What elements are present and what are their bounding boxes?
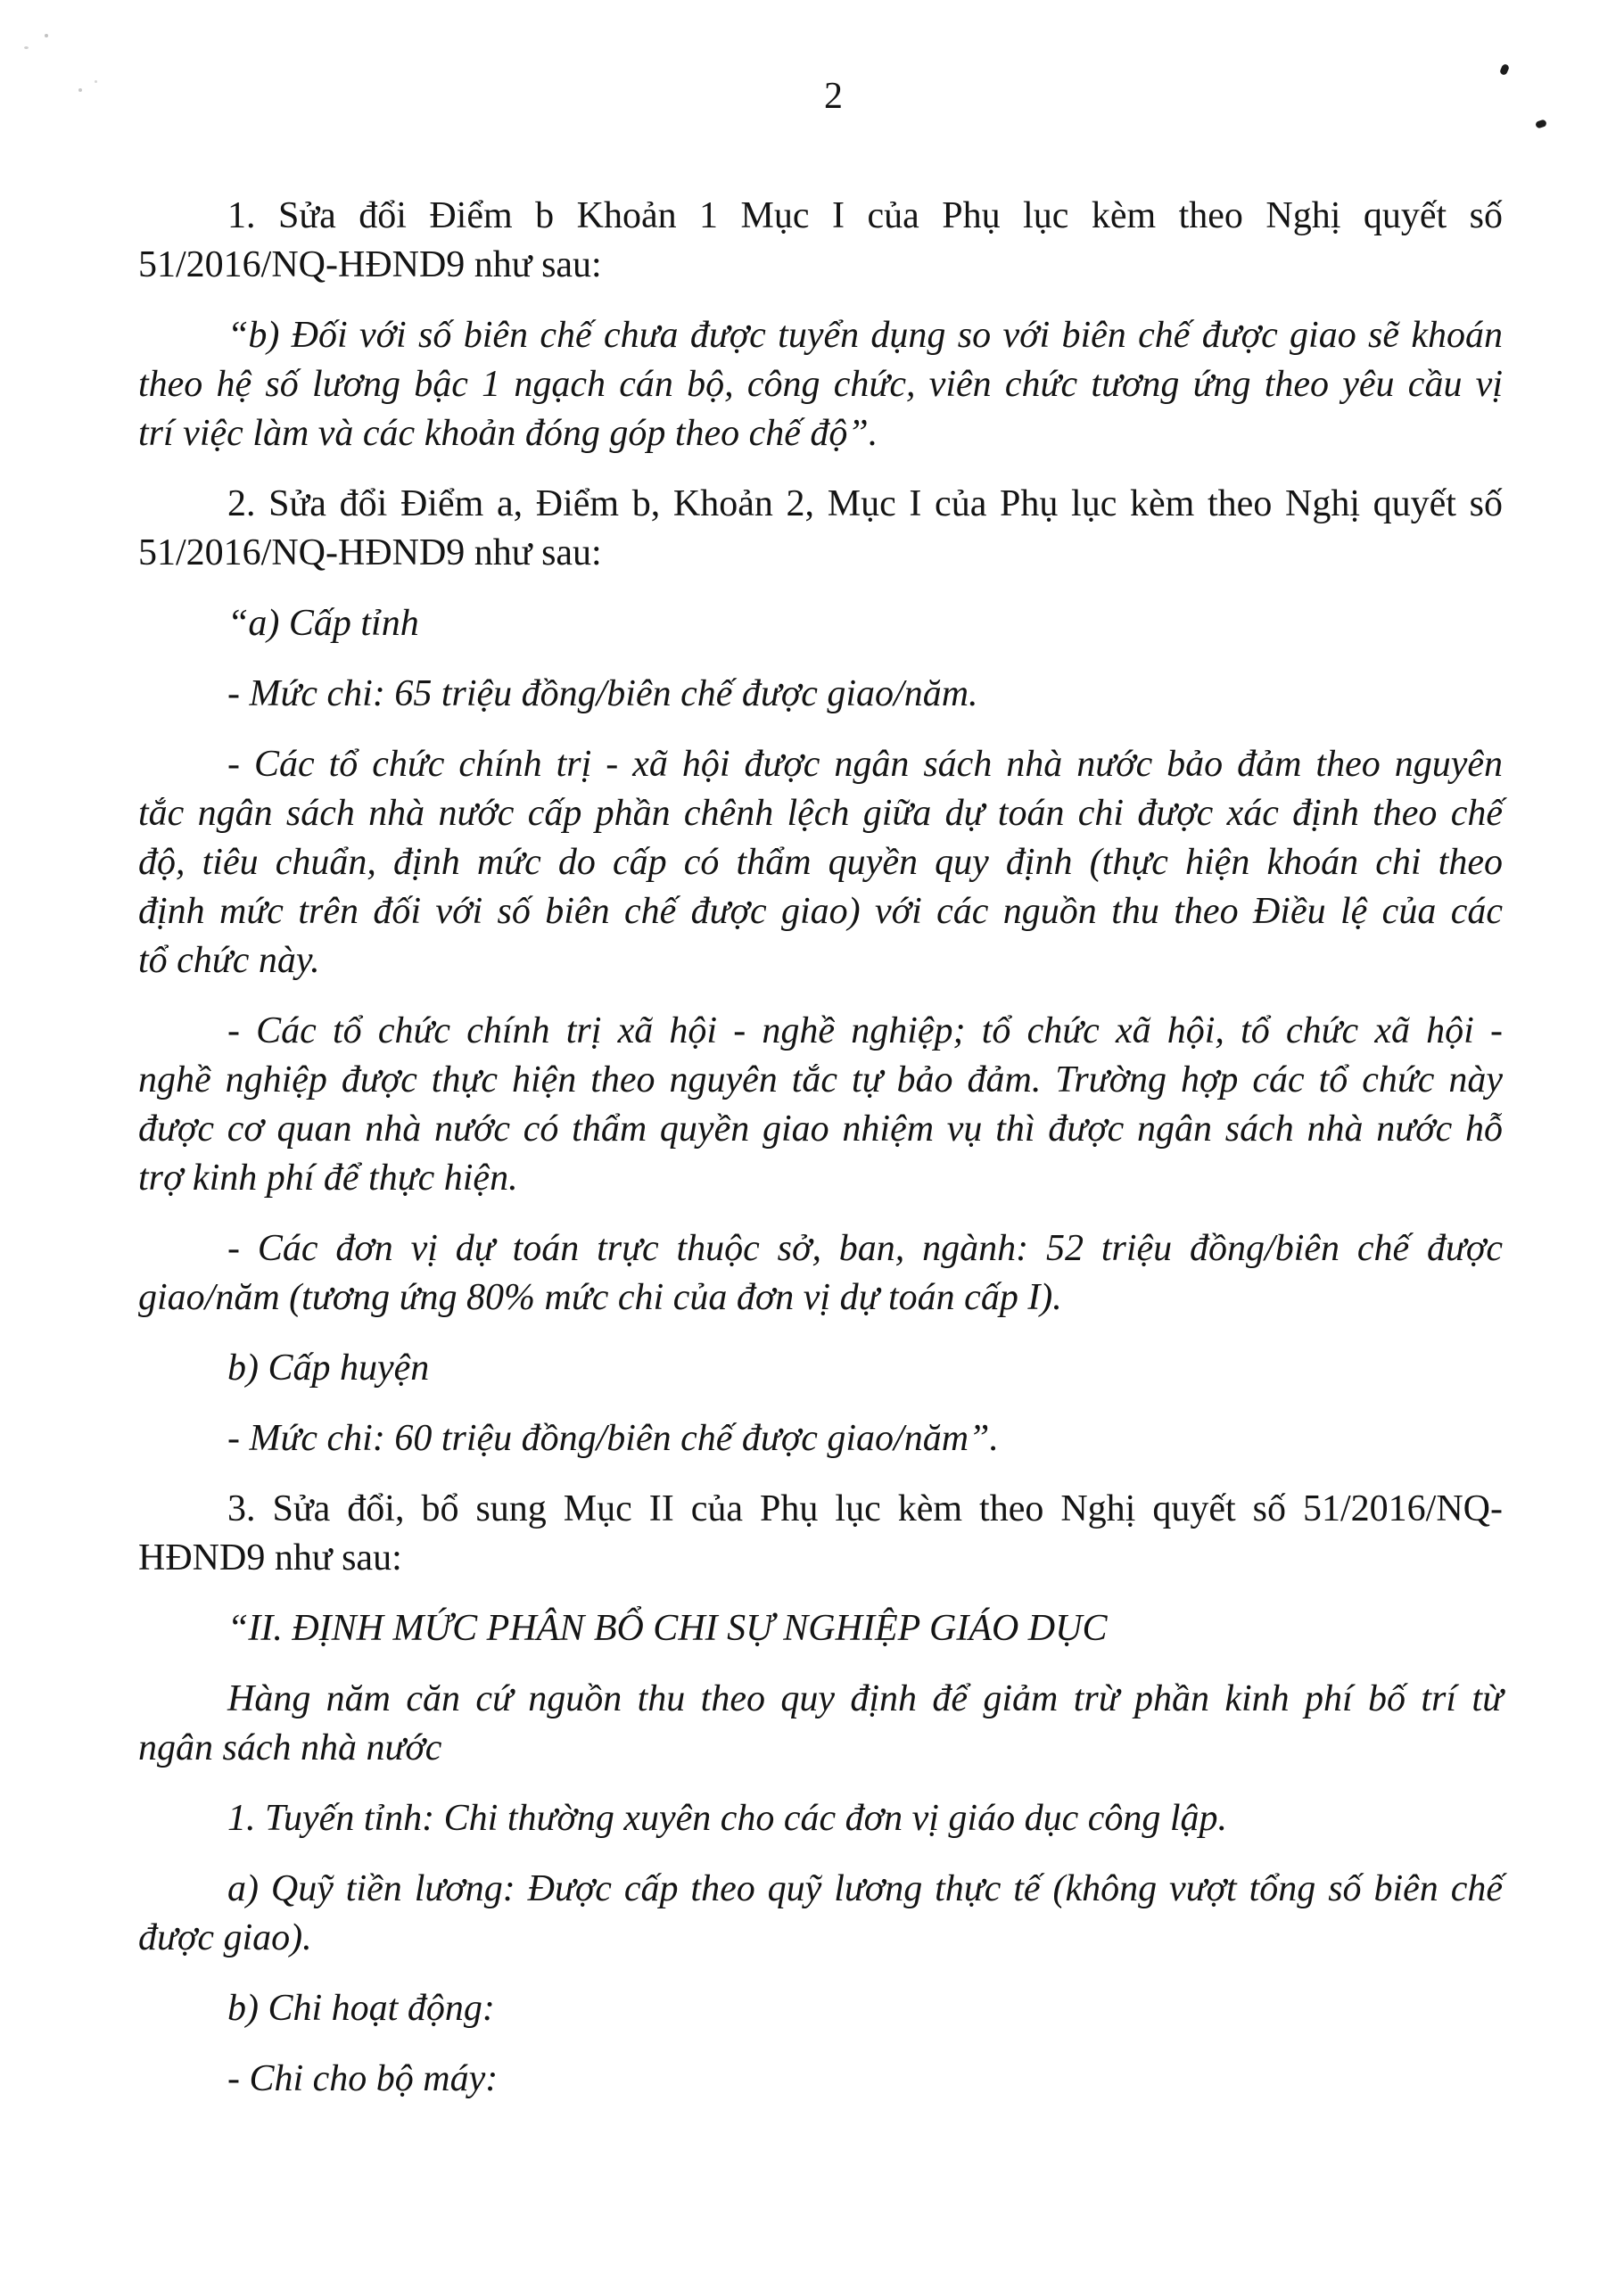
text-line: “II. ĐỊNH MỨC PHÂN BỔ CHI SỰ NGHIỆP GIÁO DỤC xyxy=(227,1608,1108,1649)
paragraph-amend-point-3 xyxy=(138,1485,1503,1583)
text-line: 3. Sửa đổi, bổ sung Mục II của Phụ lục kèm theo Nghị quyết số 51/2016/NQ- xyxy=(227,1488,1503,1529)
text-line: độ, tiêu chuẩn, định mức do cấp có thẩm quyền quy định (thực hiện khoán chi theo xyxy=(138,842,1503,883)
text-line: a) Quỹ tiền lương: Được cấp theo quỹ lương thực tế (không vượt tổng số biên chế xyxy=(227,1868,1503,1909)
text-line: được giao). xyxy=(138,1917,312,1958)
text-line: “a) Cấp tỉnh xyxy=(227,603,419,644)
text-line: theo hệ số lương bậc 1 ngạch cán bộ, công chức, viên chức tương ứng theo yêu cầu vị xyxy=(138,364,1503,405)
scan-speck xyxy=(95,80,97,83)
text-line: 1. Tuyến tỉnh: Chi thường xuyên cho các đơn vị giáo dục công lập. xyxy=(227,1798,1228,1839)
text-line: 2. Sửa đổi Điểm a, Điểm b, Khoản 2, Mục I của Phụ lục kèm theo Nghị quyết số xyxy=(227,483,1503,524)
text-line: nghề nghiệp được thực hiện theo nguyên tắc tự bảo đảm. Trường hợp các tổ chức này xyxy=(138,1059,1503,1100)
text-line: “b) Đối với số biên chế chưa được tuyển dụng so với biên chế được giao sẽ khoán xyxy=(227,315,1503,356)
para-to-chuc-xa-hoi-nghe-nghiep xyxy=(138,1007,1503,1203)
text-line: tổ chức này. xyxy=(138,940,320,981)
text-line: - Các tổ chức chính trị xã hội - nghề nghiệp; tổ chức xã hội, tổ chức xã hội - xyxy=(227,1010,1503,1051)
line-muc-chi-65 xyxy=(138,670,1503,719)
para-hang-nam xyxy=(138,1675,1503,1773)
text-line: trí việc làm và các khoản đóng góp theo chế độ”. xyxy=(138,413,878,454)
text-line: định mức trên đối với số biên chế được giao) với các nguồn thu theo Điều lệ của các xyxy=(138,891,1503,932)
quoted-point-b xyxy=(138,311,1503,458)
scan-speck xyxy=(24,46,29,49)
text-line: trợ kinh phí để thực hiện. xyxy=(138,1158,518,1199)
text-line: - Các đơn vị dự toán trực thuộc sở, ban, ngành: 52 triệu đồng/biên chế được xyxy=(227,1228,1503,1269)
scan-ink-mark xyxy=(1535,119,1547,128)
text-line: được cơ quan nhà nước có thẩm quyền giao nhiệm vụ thì được ngân sách nhà nước hỗ xyxy=(138,1109,1503,1150)
scan-speck xyxy=(45,34,48,37)
text-line: ngân sách nhà nước xyxy=(138,1727,442,1768)
text-line: - Các tổ chức chính trị - xã hội được ngân sách nhà nước bảo đảm theo nguyên xyxy=(227,744,1503,785)
para-chi-hoat-dong xyxy=(138,1984,1503,2033)
text-line: Hàng năm căn cứ nguồn thu theo quy định để giảm trừ phần kinh phí bố trí từ xyxy=(227,1678,1503,1719)
quoted-point-a-cap-tinh xyxy=(138,599,1503,648)
text-line: 1. Sửa đổi Điểm b Khoản 1 Mục I của Phụ lục kèm theo Nghị quyết số xyxy=(227,195,1503,236)
heading-muc-ii xyxy=(138,1604,1503,1653)
document-body xyxy=(0,192,1624,2104)
line-muc-chi-60 xyxy=(138,1414,1503,1463)
text-line: b) Chi hoạt động: xyxy=(227,1988,495,2029)
text-line: - Chi cho bộ máy: xyxy=(227,2058,499,2099)
page-number: 2 xyxy=(824,76,843,117)
para-don-vi-du-toan xyxy=(138,1224,1503,1323)
text-line: tắc ngân sách nhà nước cấp phần chênh lệch giữa dự toán chi được xác định theo chế xyxy=(138,793,1503,834)
para-to-chuc-chinh-tri-xa-hoi xyxy=(138,740,1503,985)
text-line: - Mức chi: 65 triệu đồng/biên chế được giao/năm. xyxy=(227,673,978,714)
point-b-cap-huyen xyxy=(138,1344,1503,1393)
para-quy-tien-luong xyxy=(138,1865,1503,1963)
text-line: - Mức chi: 60 triệu đồng/biên chế được giao/năm”. xyxy=(227,1418,999,1459)
text-line: 51/2016/NQ-HĐND9 như sau: xyxy=(138,244,602,285)
scan-speck xyxy=(78,88,82,92)
text-line: HĐND9 như sau: xyxy=(138,1537,402,1578)
text-line: b) Cấp huyện xyxy=(227,1348,430,1389)
para-chi-cho-bo-may xyxy=(138,2055,1503,2104)
paragraph-amend-point-1 xyxy=(138,192,1503,290)
para-tuyen-tinh xyxy=(138,1794,1503,1843)
text-line: giao/năm (tương ứng 80% mức chi của đơn vị dự toán cấp I). xyxy=(138,1277,1062,1318)
paragraph-amend-point-2 xyxy=(138,480,1503,578)
text-line: 51/2016/NQ-HĐND9 như sau: xyxy=(138,532,602,573)
